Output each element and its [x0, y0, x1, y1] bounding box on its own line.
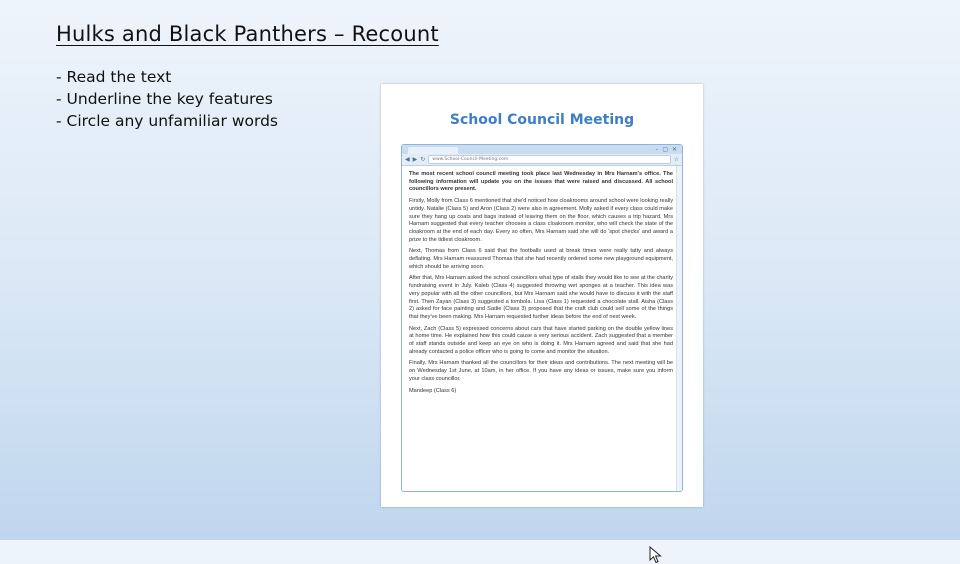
instruction-item: - Read the text	[56, 68, 172, 86]
instruction-item: - Circle any unfamiliar words	[56, 112, 278, 130]
forward-arrow-icon: ▶	[412, 155, 418, 163]
address-bar: www.School-Council-Meeting.com	[428, 155, 670, 164]
instruction-item: - Underline the key features	[56, 90, 273, 108]
worksheet-title: School Council Meeting	[449, 112, 635, 128]
slide-title: Hulks and Black Panthers – Recount	[56, 22, 439, 46]
back-arrow-icon: ◀	[405, 155, 410, 163]
refresh-icon: ↻	[420, 155, 426, 163]
worksheet-image	[381, 84, 703, 507]
instruction-list	[56, 66, 278, 132]
article-paragraph: After that, Mrs Harnam asked the school councillors what type of stalls they would like to see at the charity fundraising event in July. Kaleb (Class 4) suggested throwing wet sponges at a teacher. This idea was very popular with all the other councillors, but Mrs Harnam said she would have to discuss it with the staff first. Then Zayan (Class 3) suggested a tombola. Lisa (Class 1) requested a chocolate stall. Aisha (Class 2) asked for face painting and Sadie (Class 3) proposed that the craft club could sell some of the things that they've been making. Mrs Harnam requested further ideas before the end of next week.	[409, 275, 673, 320]
browser-scrollbar	[676, 166, 682, 491]
article-paragraph: The most recent school council meeting took place last Wednesday in Mrs Harnam's office. The following information will update you on the issues that were raised and discussed. All school councillors were present.	[409, 171, 673, 193]
browser-tab	[408, 147, 458, 154]
window-controls: – ▢ ✕	[655, 146, 678, 153]
star-icon: ☆	[673, 155, 679, 163]
article-body	[402, 166, 682, 395]
browser-toolbar	[402, 154, 682, 166]
article-paragraph: Firstly, Molly from Class 6 mentioned that she'd noticed how cloakrooms around school were looking really untidy. Natalie (Class 5) and Aron (Class 2) were also in agreement. Molly asked if every class could make sure they hang up coats and bags instead of leaving them on the floor, which causes a trip hazard. Mrs Harnam suggested that every teacher chooses a class cloakroom monitor, who will check the state of the cloakroom at the end of each day. Every so often, Mrs Harnam said she will do 'spot checks' and award a prize to the tidiest cloakroom.	[409, 198, 673, 243]
article-paragraph: Finally, Mrs Harnam thanked all the councillors for their ideas and contributions. The next meeting will be on Wednesday 1st June, at 10am, in her office. If you have any ideas or issues, make sure you inform your class councillor.	[409, 360, 673, 382]
article-signature: Mandeep (Class 6)	[409, 387, 457, 394]
browser-tab-bar	[402, 145, 682, 154]
cursor-icon	[649, 546, 663, 564]
article-paragraph: Next, Zach (Class 5) expressed concerns about cars that have started parking on the double yellow lines at home time. He explained how this could cause a very serious accident. Zach suggested that a member of staff stands outside and keep an eye on who is doing it. Mrs Harnam agreed and said that she had already contacted a police officer who is going to come and monitor the situation.	[409, 325, 673, 355]
browser-window	[401, 144, 683, 492]
article-paragraph: Next, Thomas from Class 6 said that the footballs used at break times were really tatty and always deflating. Mrs Harnam reassured Thomas that she had recently ordered some new playground equipment, which should be arriving soon.	[409, 248, 673, 270]
